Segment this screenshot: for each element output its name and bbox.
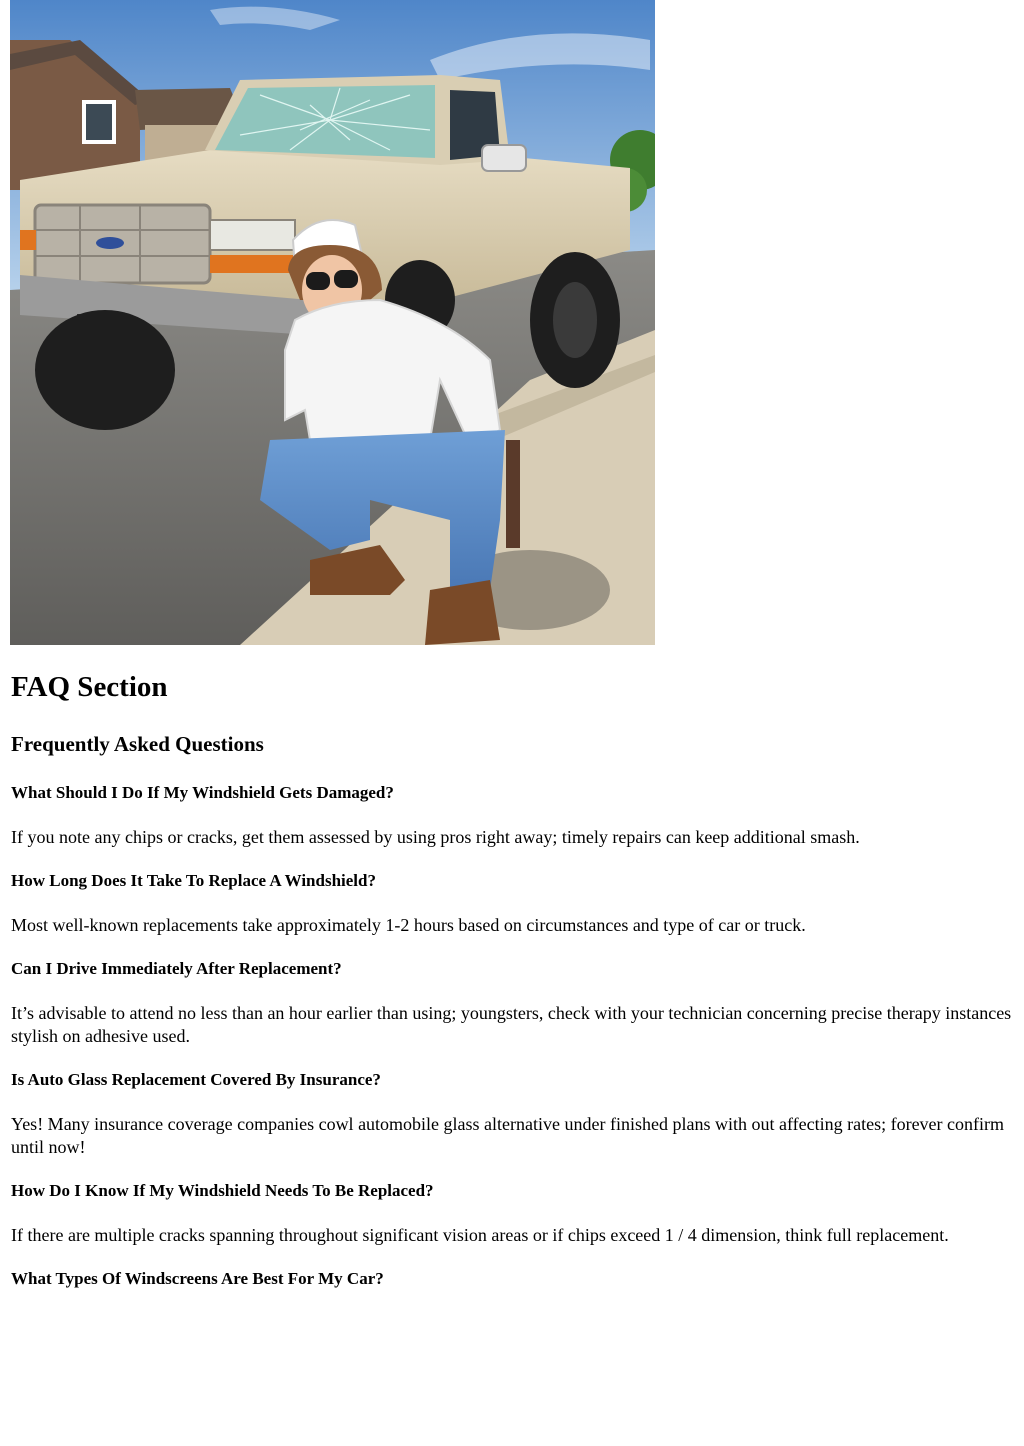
faq-answer: Most well-known replacements take approximately 1-2 hours based on circumstances and type of car or truck. xyxy=(11,915,806,935)
faq-item xyxy=(11,782,1017,849)
faq-item xyxy=(11,1069,1017,1159)
faq-answer: If you note any chips or cracks, get them assessed by using pros right away; timely repairs can keep additional smash. xyxy=(11,827,860,847)
faq-answer: If there are multiple cracks spanning throughout significant vision areas or if chips exceed 1 / 4 dimension, think full replacement. xyxy=(11,1225,949,1245)
faq-item xyxy=(11,958,1017,1048)
faq-question: How Do I Know If My Windshield Needs To Be Replaced? xyxy=(11,1181,434,1200)
faq-item xyxy=(11,1180,1017,1247)
faq-question: What Should I Do If My Windshield Gets Damaged? xyxy=(11,783,394,802)
faq-subtitle: Frequently Asked Questions xyxy=(11,732,264,756)
faq-item xyxy=(11,1268,1017,1290)
faq-answer: It’s advisable to attend no less than an hour earlier than using; youngsters, check with your technician concerning precise therapy instances stylish on adhesive used. xyxy=(11,1003,1012,1046)
faq-question: How Long Does It Take To Replace A Windshield? xyxy=(11,871,376,890)
faq-item xyxy=(11,870,1017,937)
faq-question: Can I Drive Immediately After Replacement? xyxy=(11,959,342,978)
faq-answer: Yes! Many insurance coverage companies cowl automobile glass alternative under finished plans with out affecting rates; forever confirm until now! xyxy=(11,1114,1005,1157)
faq-question: Is Auto Glass Replacement Covered By Insurance? xyxy=(11,1070,381,1089)
faq-question: What Types Of Windscreens Are Best For My Car? xyxy=(11,1269,384,1288)
faq-section xyxy=(11,668,1017,1312)
hero-image xyxy=(10,0,655,645)
page-title: FAQ Section xyxy=(11,671,168,703)
